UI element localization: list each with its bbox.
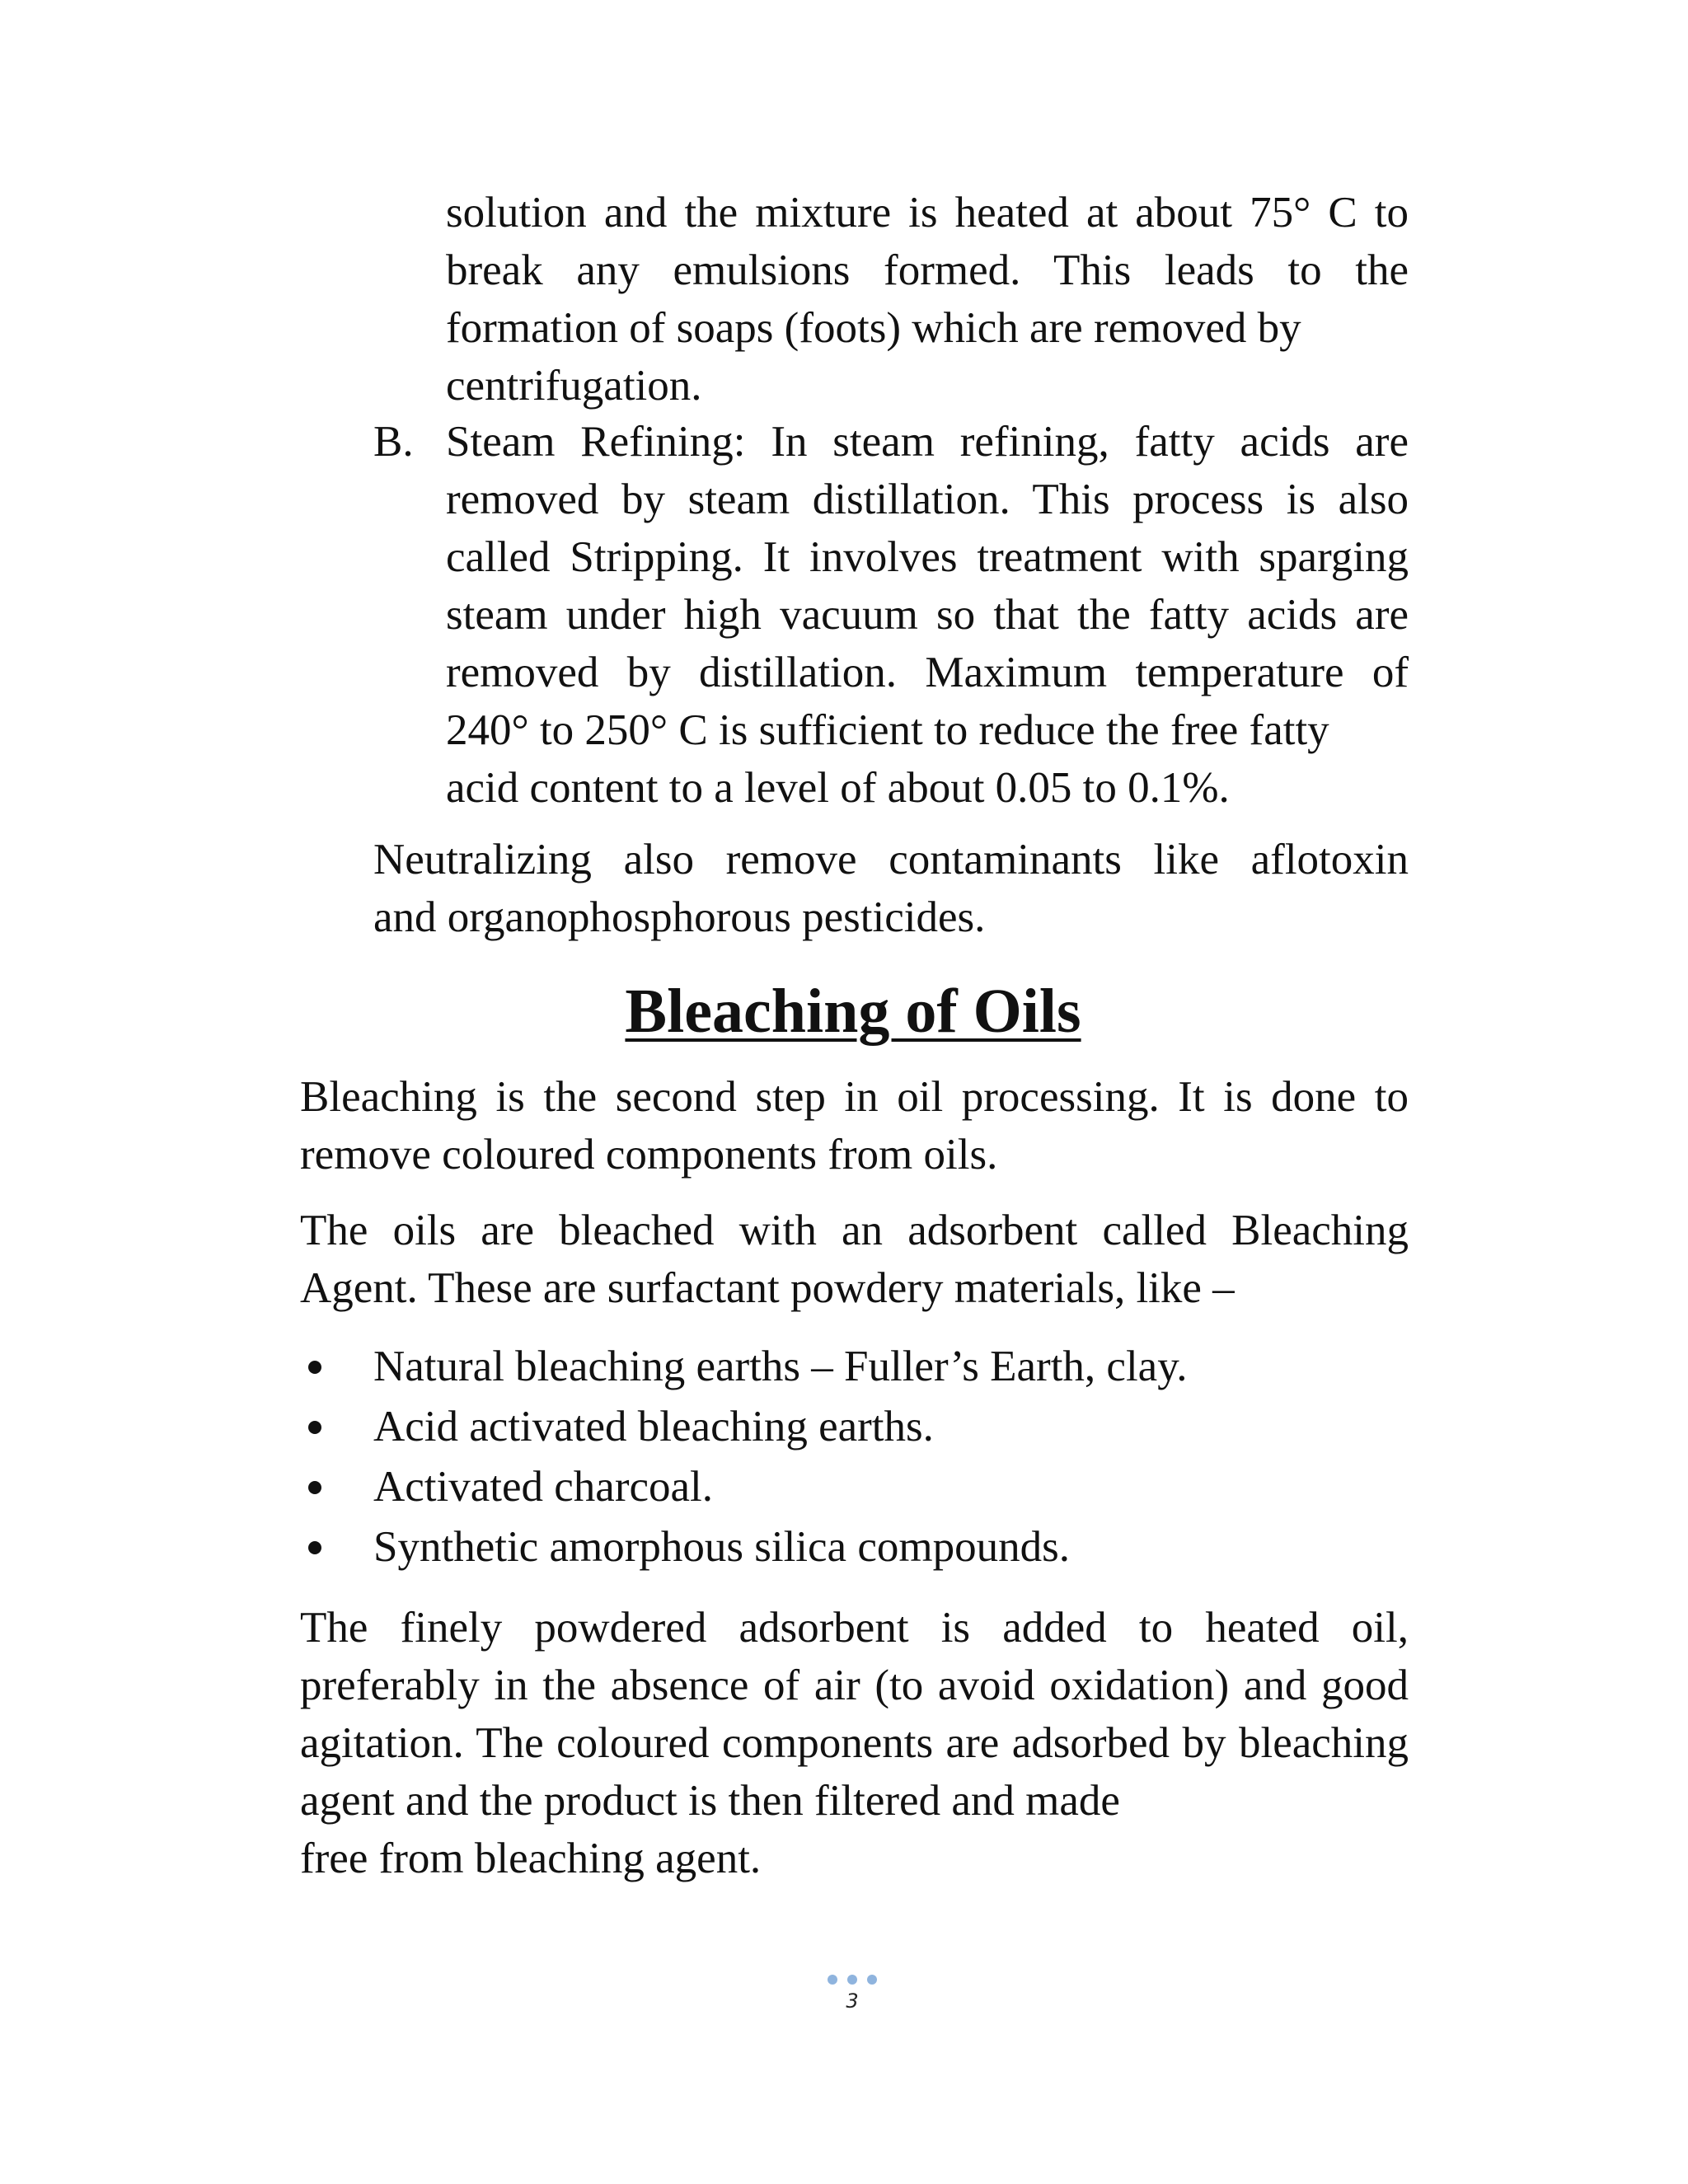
list-item-text: Acid activated bleaching earths. [373, 1403, 934, 1451]
list-item [300, 1457, 1409, 1517]
footer-dot [828, 1975, 837, 1985]
footer-dot [847, 1975, 857, 1985]
bleaching-process-text: The finely powdered adsorbent is added to heated oil, preferably in the absence of air (to avoid oxidation) and good agitation. The coloured components are adsorbed by bleaching agent and the product is then filtered and made [300, 1604, 1409, 1825]
bleaching-process-paragraph [300, 1599, 1409, 1887]
item-b-marker: B. [373, 418, 414, 466]
item-b-text: Steam Refining: In steam refining, fatty acids are removed by steam distillation. This process is also called Stripping. It involves treatment with sparging steam under high vacuum so that the fatty acids are removed by distillation. Maximum temperature of 240° to 250° C is sufficient to reduce the free fatty [446, 418, 1409, 754]
list-item [300, 1337, 1409, 1397]
bleaching-intro-last-line: remove coloured components from oils. [300, 1131, 998, 1179]
bullet-icon [308, 1481, 321, 1494]
bleaching-process-last-line: free from bleaching agent. [300, 1835, 762, 1882]
bleaching-agent-text: The oils are bleached with an adsorbent called Bleaching [300, 1207, 1409, 1254]
list-item-text: Natural bleaching earths – Fuller’s Earth, clay. [373, 1343, 1188, 1390]
bullet-icon [308, 1421, 321, 1434]
neutralizing-last-line: and organophosphorous pesticides. [373, 893, 986, 941]
item-b-last-line: acid content to a level of about 0.05 to 0.1%. [446, 764, 1230, 812]
list-item [300, 1517, 1409, 1577]
neutralizing-paragraph [373, 831, 1409, 946]
item-a-last-line: centrifugation. [446, 362, 702, 410]
bleaching-intro-paragraph [300, 1068, 1409, 1183]
list-item-text: Synthetic amorphous silica compounds. [373, 1523, 1070, 1571]
item-b-content [446, 413, 1409, 817]
bleaching-agent-last-line: Agent. These are surfactant powdery materials, like – [300, 1264, 1235, 1312]
section-heading: Bleaching of Oils [625, 977, 1081, 1046]
item-a-text: solution and the mixture is heated at about 75° C to break any emulsions formed. This leads to the formation of soaps (foots) which are removed by [446, 189, 1409, 352]
bullet-icon [308, 1541, 321, 1554]
item-a-continuation [446, 184, 1409, 415]
bleaching-agent-paragraph [300, 1202, 1409, 1317]
footer-dot [867, 1975, 877, 1985]
bleaching-agents-list [300, 1337, 1409, 1577]
page-number: 3 [846, 1990, 859, 2013]
bleaching-intro-text: Bleaching is the second step in oil processing. It is done to [300, 1073, 1409, 1121]
neutralizing-text: Neutralizing also remove contaminants like aflotoxin [373, 836, 1409, 883]
list-item [300, 1397, 1409, 1457]
bullet-icon [308, 1361, 321, 1374]
list-item-text: Activated charcoal. [373, 1463, 713, 1511]
